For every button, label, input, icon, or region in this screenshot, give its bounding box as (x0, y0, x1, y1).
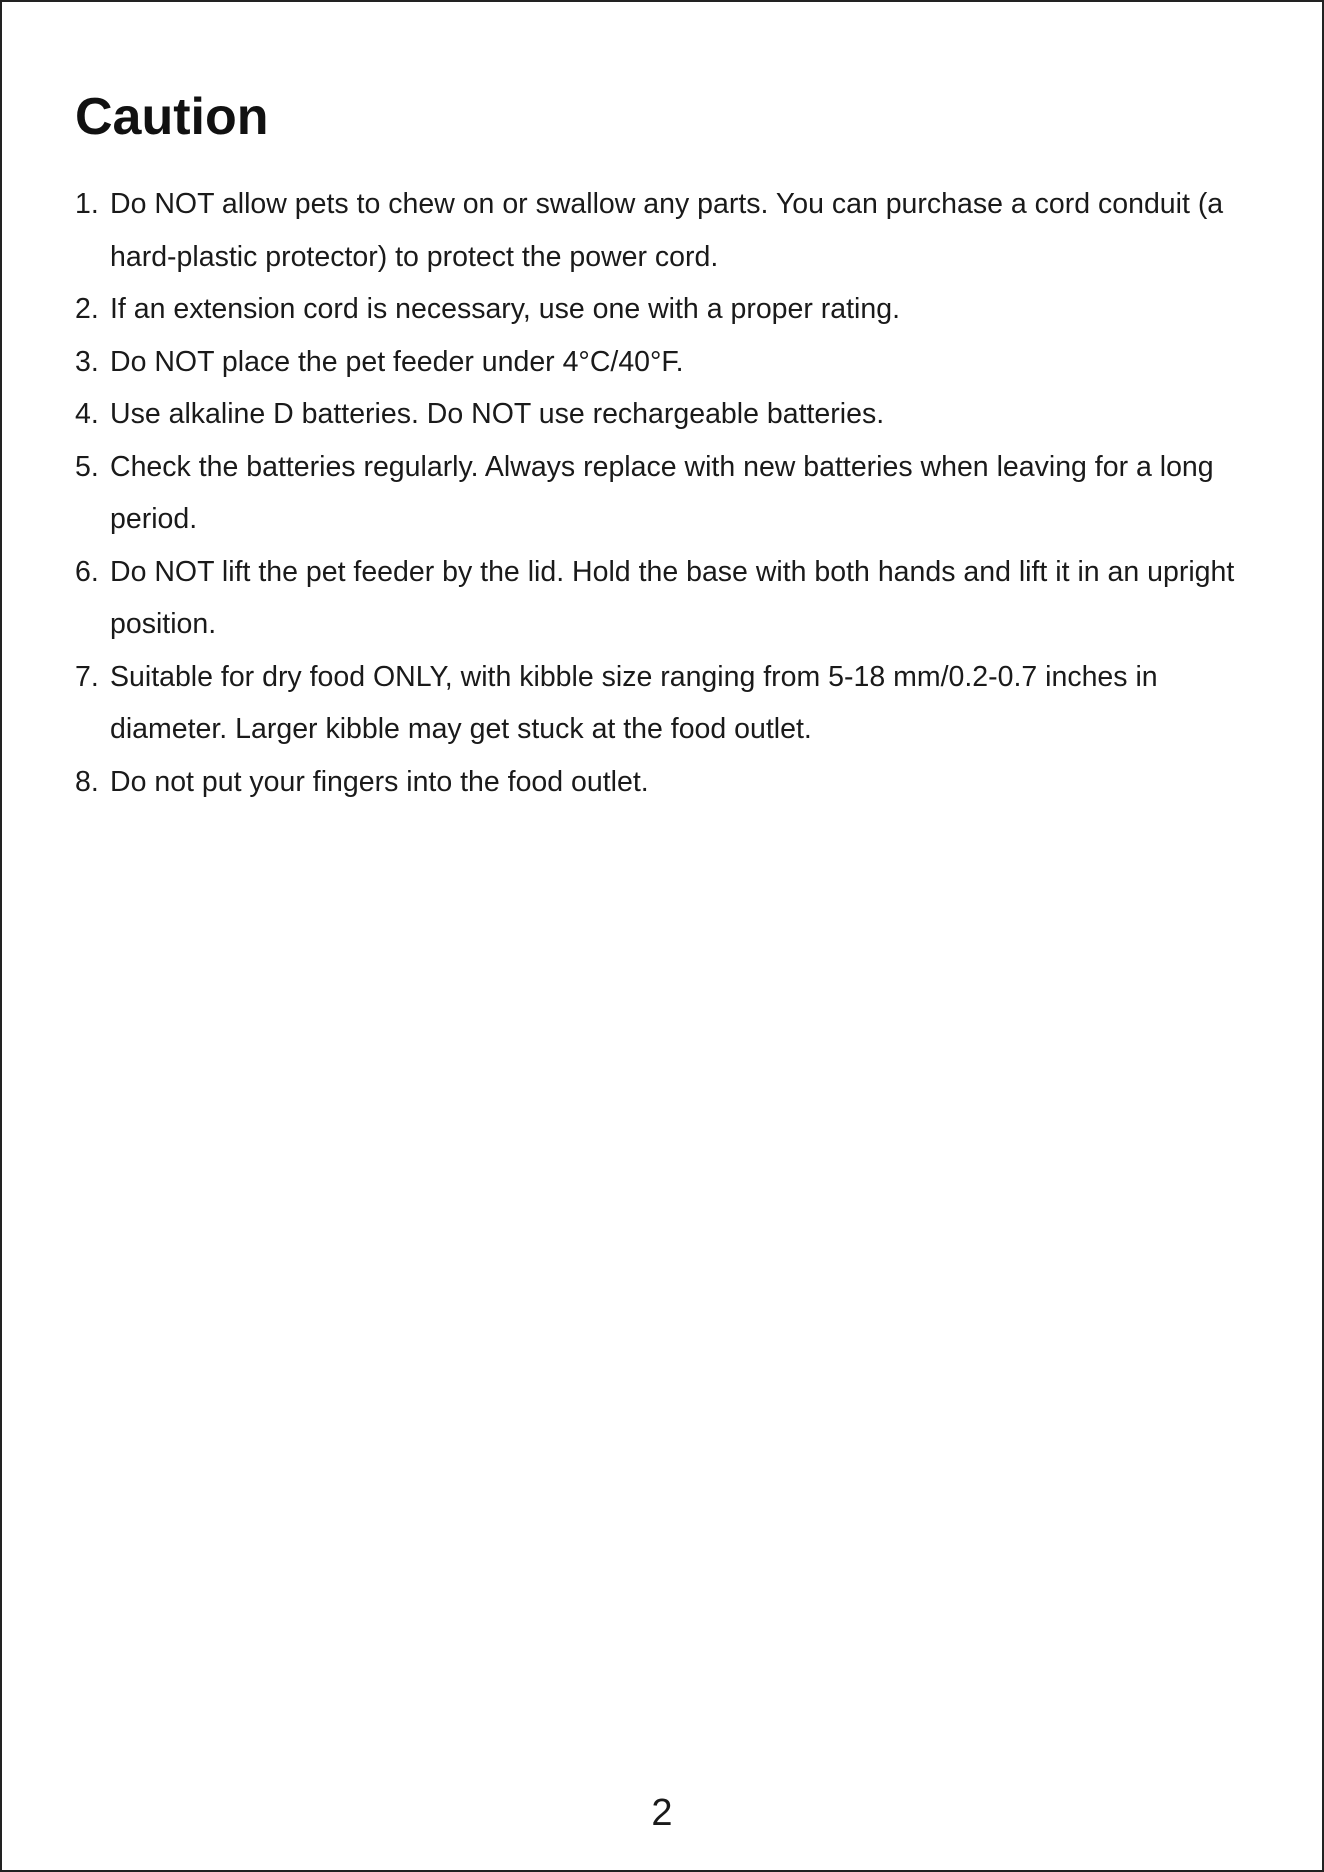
caution-item (75, 178, 1275, 283)
page-number: 2 (651, 1792, 673, 1834)
caution-list (75, 178, 1275, 808)
item-text: If an extension cord is necessary, use one with a proper rating. (110, 293, 900, 325)
item-text: Do NOT allow pets to chew on or swallow any parts. You can purchase a cord conduit (a hard-plastic protector) to protect the power cord. (110, 188, 1224, 273)
item-number: 1. (75, 188, 99, 220)
item-text: Suitable for dry food ONLY, with kibble size ranging from 5-18 mm/0.2-0.7 inches in diameter. Larger kibble may get stuck at the food outlet. (110, 660, 1158, 745)
caution-item (75, 336, 1275, 389)
item-number: 2. (75, 293, 99, 325)
item-number: 7. (75, 660, 99, 693)
item-text: Do NOT lift the pet feeder by the lid. Hold the base with both hands and lift it in an upright position. (110, 555, 1235, 640)
item-number: 6. (75, 555, 99, 588)
item-number: 3. (75, 345, 99, 378)
caution-item (75, 546, 1275, 651)
item-number: 8. (75, 765, 99, 798)
caution-item (75, 283, 1275, 336)
caution-item (75, 388, 1275, 441)
caution-item (75, 441, 1275, 546)
item-text: Check the batteries regularly. Always replace with new batteries when leaving for a long period. (110, 450, 1214, 535)
item-number: 4. (75, 398, 99, 430)
page-title: Caution (75, 88, 269, 146)
item-text: Use alkaline D batteries. Do NOT use rechargeable batteries. (110, 398, 885, 430)
caution-item (75, 756, 1275, 809)
item-number: 5. (75, 450, 99, 483)
item-text: Do NOT place the pet feeder under 4°C/40°F. (110, 345, 684, 378)
item-text: Do not put your fingers into the food outlet. (110, 765, 649, 798)
caution-item (75, 651, 1275, 756)
